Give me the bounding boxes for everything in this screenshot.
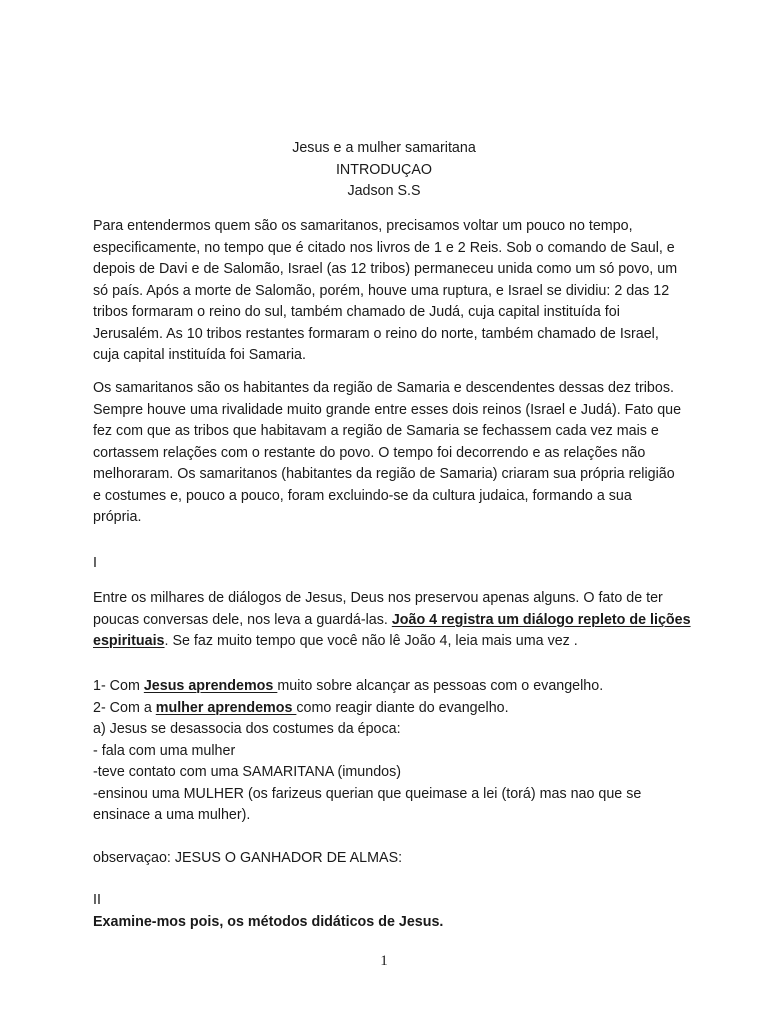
list-item (93, 698, 693, 720)
paragraph-line: tribos formaram o reino do sul, também chamado de Judá, cuja capital instituída foi (93, 304, 620, 320)
paragraph-line: Os samaritanos são os habitantes da região de Samaria e descendentes dessas dez tribos. (93, 380, 674, 396)
document-title: Jesus e a mulher samaritana (292, 140, 476, 156)
lessons-list (93, 676, 693, 827)
list-item: ensinace a uma mulher). (93, 807, 251, 823)
section-numeral-2: II (93, 892, 101, 908)
paragraph-line: cortassem relações com o restante do povo. O tempo foi decorrendo e as relações não (93, 444, 646, 461)
observation-note: observaçao: JESUS O GANHADOR DE ALMAS: (93, 850, 403, 866)
text-run: 2- Com a (93, 699, 156, 716)
paragraph-line: depois de Davi e de Salomão, Israel (as 12 tribos) permaneceu unida como um só povo, um (93, 261, 678, 277)
paragraph-line: especificamente, no tempo que é citado nos livros de 1 e 2 Reis. Sob o comando de Saul, e (93, 239, 675, 256)
paragraph-intro (93, 216, 693, 367)
section-2-heading: Examine-mos pois, os métodos didáticos de Jesus. (93, 914, 444, 930)
list-item: -teve contato com uma SAMARITANA (imundos) (93, 764, 402, 780)
section-numeral-1: I (93, 555, 97, 571)
text-run: muito sobre alcançar as pessoas com o evangelho. (277, 678, 604, 694)
emphasis-text: mulher aprendemos (155, 699, 297, 716)
emphasis-text: João 4 registra um diálogo repleto de lições (391, 611, 691, 628)
list-item: - fala com uma mulher (93, 742, 236, 759)
emphasis-text: Jesus aprendemos (143, 678, 278, 694)
paragraph-line: Entre os milhares de diálogos de Jesus, Deus nos preservou apenas alguns. O fato de ter (93, 590, 663, 606)
emphasis-text: espirituais (93, 633, 165, 649)
section-1-paragraph (93, 588, 693, 653)
paragraph-line: Sempre houve uma rivalidade muito grande entre esses dois reinos (Israel e Judá). Fato que (93, 401, 682, 418)
text-run: como reagir diante do evangelho. (296, 699, 509, 716)
list-item (93, 676, 693, 698)
paragraph-line: só país. Após a morte de Salomão, porém, houve uma ruptura, e Israel se dividiu: 2 das 12 (93, 282, 670, 299)
list-item: a) Jesus se desassocia dos costumes da época: (93, 721, 401, 737)
paragraph-line: fez com que as tribos que habitavam a região de Samaria se fechassem cada vez mais e (93, 423, 659, 439)
paragraph-line (93, 631, 693, 653)
paragraph-line: Para entendermos quem são os samaritanos, precisamos voltar um pouco no tempo, (93, 218, 633, 234)
paragraph-line: Jerusalém. As 10 tribos restantes formaram o reino do norte, também chamado de Israel, (93, 325, 659, 342)
document-subtitle: INTRODUÇAO (335, 162, 433, 178)
paragraph-samaritans (93, 378, 693, 529)
text-run: . Se faz muito tempo que você não lê João 4, leia mais uma vez . (164, 633, 578, 649)
paragraph-line: própria. (93, 509, 142, 525)
paragraph-line: melhoraram. Os samaritanos (habitantes da região de Samaria) criaram sua própria religião (93, 466, 675, 482)
page-number: 1 (380, 953, 388, 969)
paragraph-line (93, 610, 693, 632)
list-item: -ensinou uma MULHER (os farizeus querian que queimase a lei (torá) mas nao que se (93, 785, 642, 802)
text-run: poucas conversas dele, nos leva a guardá-las. (93, 611, 392, 628)
document-author: Jadson S.S (347, 183, 421, 199)
text-run: 1- Com (93, 678, 144, 694)
paragraph-line: e costumes e, pouco a pouco, foram excluindo-se da cultura judaica, formando a sua (93, 487, 632, 504)
paragraph-line: cuja capital instituída foi Samaria. (93, 347, 306, 363)
